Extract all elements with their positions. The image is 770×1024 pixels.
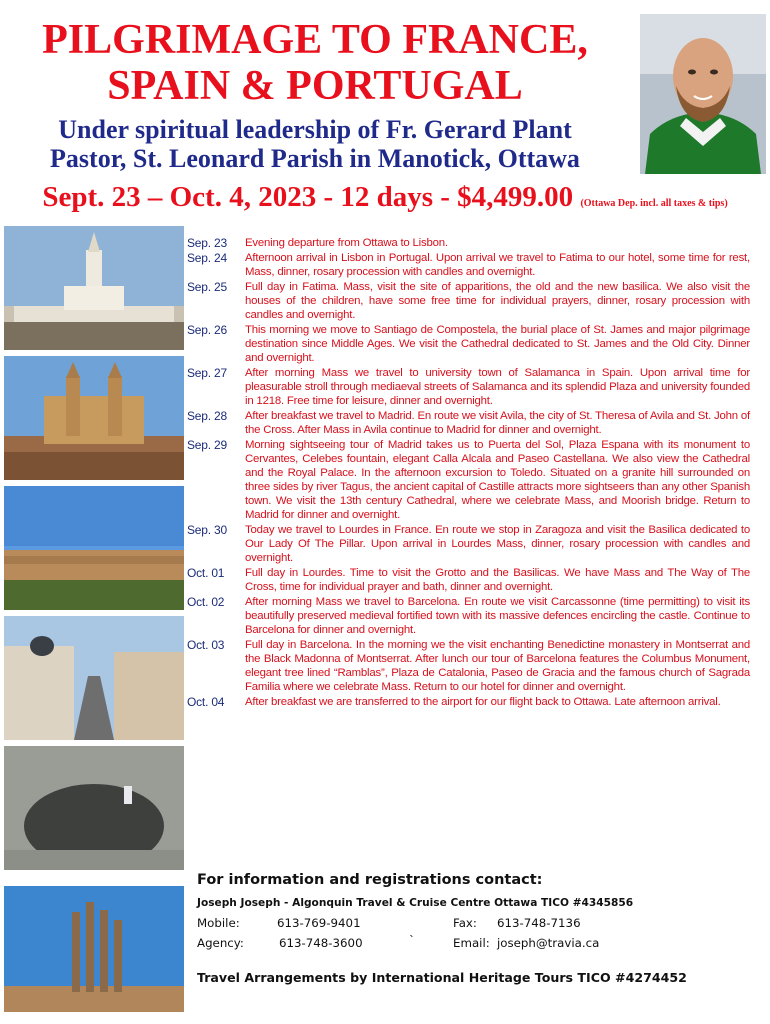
priest-portrait	[640, 14, 766, 174]
itinerary-date: Oct. 03	[187, 638, 225, 652]
mobile-label: Mobile:	[197, 916, 240, 930]
subtitle-line-1: Under spiritual leadership of Fr. Gerard Plant	[58, 115, 572, 144]
title-line-1: PILGRIMAGE TO FRANCE,	[42, 17, 588, 63]
itinerary-row	[187, 438, 750, 522]
avila-walls-photo	[4, 486, 184, 610]
itinerary-row	[187, 595, 750, 637]
itinerary-row	[187, 323, 750, 365]
subtitle-line-2: Pastor, St. Leonard Parish in Manotick, Ottawa	[50, 144, 580, 173]
agency-number: 613-748-3600	[279, 936, 363, 950]
itinerary-date: Sep. 26	[187, 323, 227, 337]
sagrada-familia-photo	[4, 886, 184, 1012]
email-address[interactable]: joseph@travia.ca	[497, 936, 600, 950]
itinerary-date: Sep. 28	[187, 409, 227, 423]
itinerary-description: This morning we move to Santiago de Compostela, the burial place of St. James and major pilgrimage destination since Middle Ages. We visit the Cathedral dedicated to St. James and the Old City. Dinner and overnight.	[245, 324, 750, 364]
fax-number: 613-748-7136	[497, 916, 581, 930]
itinerary-date: Oct. 01	[187, 566, 225, 580]
itinerary-row	[187, 523, 750, 565]
itinerary-row	[187, 236, 750, 250]
itinerary-row	[187, 366, 750, 408]
itinerary-description: Afternoon arrival in Lisbon in Portugal. Upon arrival we travel to Fatima to our hotel, some time for rest, Mass, dinner, rosary procession with candles and overnight.	[245, 252, 750, 278]
fatima-basilica-photo	[4, 226, 184, 350]
itinerary-description: Full day in Lourdes. Time to visit the Grotto and the Basilicas. We have Mass and The Way of The Cross, time for individual prayer and bath, dinner and overnight.	[245, 567, 750, 593]
itinerary-row	[187, 280, 750, 322]
itinerary-description: Evening departure from Ottawa to Lisbon.	[245, 237, 448, 249]
contact-block	[197, 870, 757, 985]
itinerary-date: Sep. 23	[187, 236, 227, 250]
email-label: Email:	[453, 936, 490, 950]
trip-dates-price	[0, 180, 770, 221]
itinerary-description: After morning Mass we travel to Barcelona. En route we visit Carcassonne (time permitting) to visit its beautifully preserved medieval fortified town with its massive defences encircling the castle. Continue to Barcelona for dinner and overnight.	[245, 596, 750, 636]
itinerary-row	[187, 695, 750, 709]
itinerary-date: Sep. 27	[187, 366, 227, 380]
contact-heading: For information and registrations contact:	[197, 872, 543, 888]
stray-mark: `	[409, 933, 415, 947]
itinerary-description: Full day in Fatima. Mass, visit the site of apparitions, the old and the new basilica. We also visit the houses of the children, have some free time for individual prayers, dinner, rosary procession with candles and overnight.	[245, 281, 750, 321]
santiago-cathedral-photo	[4, 356, 184, 480]
dates-text: Sept. 23 – Oct. 4, 2023 - 12 days - $4,499.00	[42, 181, 574, 213]
itinerary-description: After breakfast we travel to Madrid. En route we visit Avila, the city of St. Theresa of Avila and St. John of the Cross. After Mass in Avila continue to Madrid for dinner and overnight.	[245, 410, 750, 436]
itinerary-date: Oct. 02	[187, 595, 225, 609]
itinerary-date: Oct. 04	[187, 695, 225, 709]
fax-label: Fax:	[453, 916, 477, 930]
itinerary-date: Sep. 29	[187, 438, 227, 452]
title-line-2: SPAIN & PORTUGAL	[107, 63, 523, 109]
agent-line: Joseph Joseph - Algonquin Travel & Cruise Centre Ottawa TICO #4345856	[197, 897, 634, 909]
itinerary-row	[187, 409, 750, 437]
mobile-number: 613-769-9401	[277, 916, 361, 930]
itinerary-description: Today we travel to Lourdes in France. En route we stop in Zaragoza and visit the Basilica dedicated to Our Lady Of The Pillar. Upon arrival in Lourdes Mass, dinner, rosary procession with candles and overnight.	[245, 524, 750, 564]
itinerary-row	[187, 638, 750, 694]
agency-label: Agency:	[197, 936, 244, 950]
footer-tico: Travel Arrangements by International Heritage Tours TICO #4274452	[197, 970, 687, 985]
itinerary-row	[187, 251, 750, 279]
itinerary	[187, 236, 750, 710]
madrid-street-photo	[4, 616, 184, 740]
itinerary-description: Morning sightseeing tour of Madrid takes us to Puerta del Sol, Plaza Espana with its monument to Cervantes, Celebes fountain, elegant Calla Alcala and Paseo Castellana. We also view the Cathedral and the Royal Palace. In the afternoon excursion to Toledo. Situated on a granite hill surrounded on three sides by river Tagus, the ancient capital of Castille attracts more sightseers than any other Spanish town. We visit the 13th century Cathedral, where we celebrate Mass, and Moorish bridge. Return to Madrid for dinner and overnight.	[245, 439, 750, 521]
itinerary-date: Sep. 30	[187, 523, 227, 537]
itinerary-description: Full day in Barcelona. In the morning we the visit enchanting Benedictine monastery in Montserrat and the Black Madonna of Montserrat. After lunch our tour of Barcelona features the Columbus Monument, elegant tree lined “Ramblas”, Plaza de Catalonia, Paseo de Gracia and the famous church of Sagrada Familia where we celebrate Mass. Return to our hotel for dinner and overnight.	[245, 639, 750, 693]
itinerary-row	[187, 566, 750, 594]
itinerary-date: Sep. 24	[187, 251, 227, 265]
price-note: (Ottawa Dep. incl. all taxes & tips)	[580, 198, 728, 209]
itinerary-description: After morning Mass we travel to university town of Salamanca in Spain. Upon arrival time for pleasurable stroll through mediaeval streets of Salamanca and its splendid Plaza and university founded in 1218. Free time for leisure, dinner and overnight.	[245, 367, 750, 407]
itinerary-description: After breakfast we are transferred to the airport for our flight back to Ottawa. Late afternoon arrival.	[245, 696, 721, 708]
itinerary-date: Sep. 25	[187, 280, 227, 294]
lourdes-grotto-photo	[4, 746, 184, 870]
